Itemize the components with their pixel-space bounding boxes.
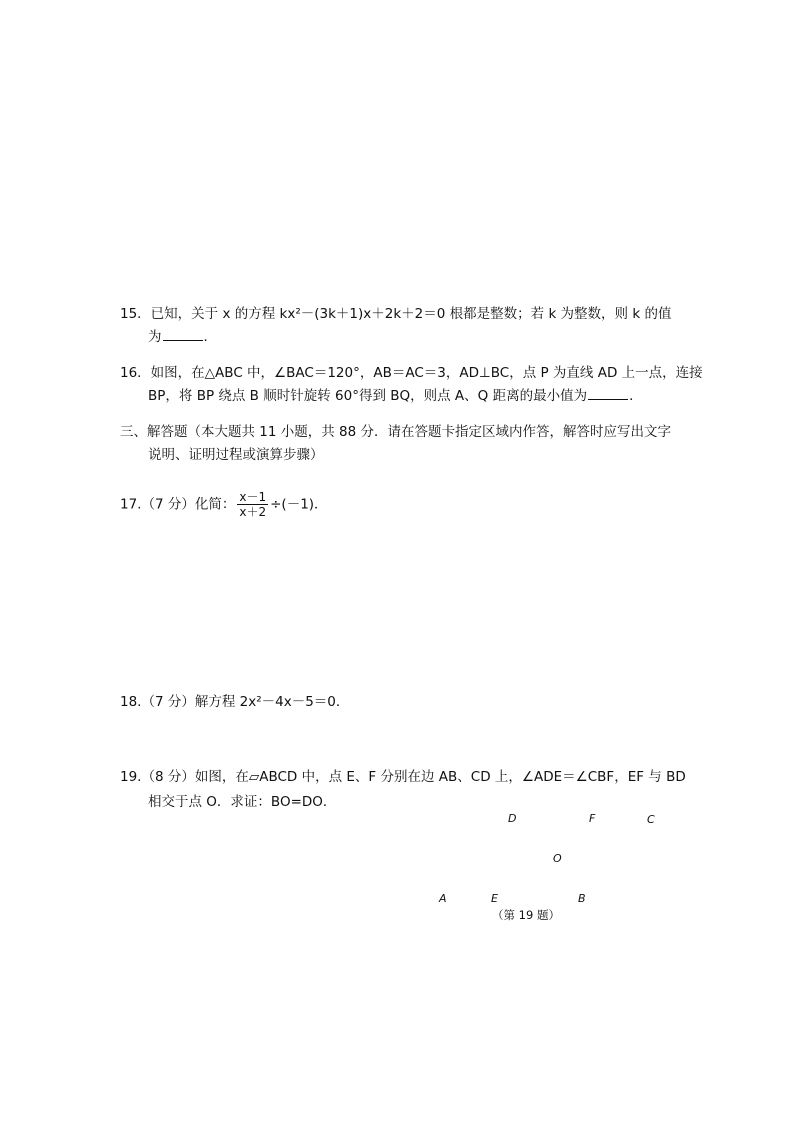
label-e: E [491, 892, 498, 905]
q15-line2-pre: 为 [148, 329, 162, 345]
section3-line1: 三、解答题（本大题共 11 小题，共 88 分．请在答题卡指定区域内作答，解答时应写出文字 [120, 424, 672, 440]
answer-blank [163, 328, 203, 341]
question-17 [120, 490, 328, 519]
q17-numerator: x－1 [239, 490, 267, 504]
label-c: C [647, 813, 655, 826]
q16-line2 [148, 386, 643, 406]
q19-line1: 19.（8 分）如图，在▱ABCD 中，点 E、F 分别在边 AB、CD 上，∠ADE＝∠CBF，EF 与 BD [120, 769, 686, 785]
q17-suffix: ÷(－1)． [270, 496, 328, 513]
label-o: O [553, 852, 562, 865]
answer-blank [588, 387, 628, 400]
label-f: F [589, 812, 596, 825]
label-b: B [578, 892, 586, 905]
q16-line1: 16．如图，在△ABC 中，∠BAC＝120°，AB＝AC＝3，AD⊥BC，点 P 为直线 AD 上一点，连接 [120, 365, 703, 381]
q15-line1: 15．已知，关于 x 的方程 kx²－(3k＋1)x＋2k＋2＝0 根都是整数；若 k 为整数，则 k 的值 [120, 306, 672, 322]
q16-line2-pre: BP，将 BP 绕点 B 顺时针旋转 60°得到 BQ，则点 A、Q 距离的最小值为 [148, 388, 588, 404]
section3-line2: 说明、证明过程或演算步骤） [148, 447, 324, 463]
q15-line2 [148, 327, 217, 347]
label-d: D [508, 812, 517, 825]
figure-caption: （第 19 题） [492, 908, 560, 922]
question-18: 18.（7 分）解方程 2x²－4x－5＝0． [120, 694, 350, 710]
q16-line2-post: ． [629, 388, 643, 404]
q19-line2: 相交于点 O．求证：BO=DO． [148, 794, 337, 810]
q17-denominator: x＋2 [239, 505, 267, 519]
q17-prefix: 17.（7 分）化简： [120, 496, 236, 513]
label-a: A [439, 892, 447, 905]
q17-fraction [237, 490, 268, 519]
q15-line2-post: ． [203, 329, 217, 345]
